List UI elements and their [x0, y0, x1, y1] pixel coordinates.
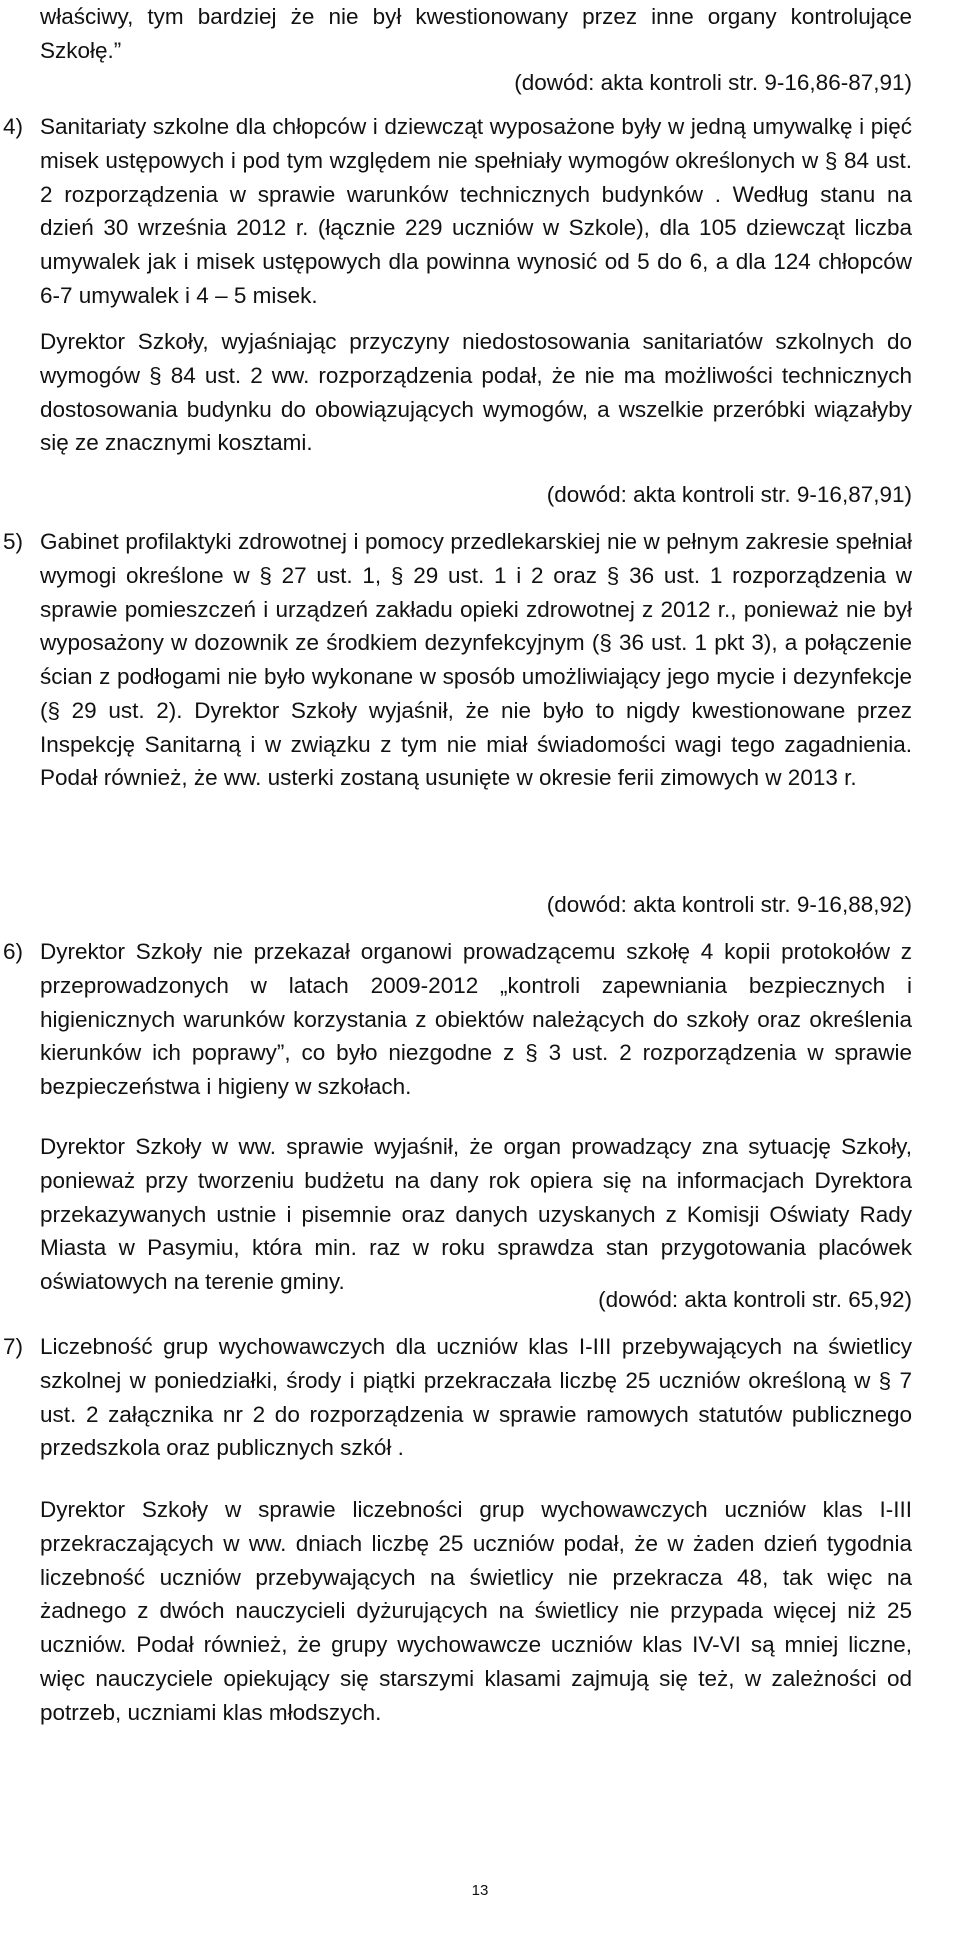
item-6-text: Dyrektor Szkoły nie przekazał organowi prowadzącemu szkołę 4 kopii protokołów z przeprowadzonych w latach 2009-2012 „kontroli zapewniania bezpiecznych i higienicznych warunków korzystania z obiektów należących do szkoły oraz określenia kierunków ich poprawy”, co było niezgodne z § 3 ust. 2 rozporządzenia w sprawie bezpieczeństwa i higieny w szkołach.	[40, 939, 912, 1099]
item-number: 4)	[3, 114, 24, 139]
item-5-text: Gabinet profilaktyki zdrowotnej i pomocy przedlekarskiej nie w pełnym zakresie spełniał wymogi określone w § 27 ust. 1, § 29 ust. 1 i 2 oraz § 36 ust. 1 rozporządzenia w sprawie pomieszczeń i urządzeń zakładu opieki zdrowotnej z 2012 r., ponieważ nie był wyposażony w dozownik ze środkiem dezynfekcyjnym (§ 36 ust. 1 pkt 3), a połączenie ścian z podłogami nie było wykonane w sposób umożliwiający jego mycie i dezynfekcje (§ 29 ust. 2). Dyrektor Szkoły wyjaśnił, że nie było to nigdy kwestionowane przez Inspekcję Sanitarną i w związku z tym nie miał świadomości wagi tego zagadnienia. Podał również, że ww. usterki zostaną usunięte w okresie ferii zimowych w 2013 r.	[40, 529, 912, 791]
intro-paragraph: właściwy, tym bardziej że nie był kwestionowany przez inne organy kontrolujące Szkołę.”	[40, 4, 912, 63]
item-4-explanation: Dyrektor Szkoły, wyjaśniając przyczyny niedostosowania sanitariatów szkolnych do wymogów § 84 ust. 2 ww. rozporządzenia podał, że nie ma możliwości technicznych dostosowania budynku do obowiązujących wymogów, a wszelkie przeróbki wiązałyby się ze znacznymi kosztami.	[40, 329, 912, 456]
item-7-explanation: Dyrektor Szkoły w sprawie liczebności grup wychowawczych uczniów klas I-III przekraczających w ww. dniach liczbę 25 uczniów podał, że w żaden dzień tygodnia liczebność uczniów przebywających na świetlicy nie przekracza 48, tak więc na żadnego z dwóch nauczycieli dyżurujących na świetlicy nie przypada więcej niż 25 uczniów. Podał również, że grupy wychowawcze uczniów klas IV-VI są mniej liczne, więc nauczyciele opiekujący się starszymi klasami zajmują się też, w zależności od potrzeb, uczniami klas młodszych.	[40, 1497, 912, 1725]
page-number: 13	[471, 1882, 489, 1899]
evidence-note: (dowód: akta kontroli str. 65,92)	[598, 1287, 912, 1312]
evidence-note: (dowód: akta kontroli str. 9-16,88,92)	[546, 892, 912, 917]
item-4-text: Sanitariaty szkolne dla chłopców i dziewcząt wyposażone były w jedną umywalkę i pięć misek ustępowych i pod tym względem nie spełniały wymogów określonych w § 84 ust. 2 rozporządzenia w sprawie warunków technicznych budynków . Według stanu na dzień 30 września 2012 r. (łącznie 229 uczniów w Szkole), dla 105 dziewcząt liczba umywalek jak i misek ustępowych dla powinna wynosić od 5 do 6, a dla 124 chłopców 6-7 umywalek i 4 – 5 misek.	[40, 114, 912, 308]
item-number: 5)	[3, 529, 24, 554]
item-number: 6)	[3, 939, 24, 964]
item-6-explanation: Dyrektor Szkoły w ww. sprawie wyjaśnił, że organ prowadzący zna sytuację Szkoły, ponieważ przy tworzeniu budżetu na dany rok opiera się na informacjach Dyrektora przekazywanych ustnie i pisemnie oraz danych uzyskanych z Komisji Oświaty Rady Miasta w Pasymiu, która min. raz w roku sprawdza stan przygotowania placówek oświatowych na terenie gminy.	[40, 1134, 912, 1294]
evidence-note: (dowód: akta kontroli str. 9-16,86-87,91)	[514, 70, 912, 95]
evidence-note: (dowód: akta kontroli str. 9-16,87,91)	[546, 482, 912, 507]
item-7-text: Liczebność grup wychowawczych dla uczniów klas I-III przebywających na świetlicy szkolnej w poniedziałki, środy i piątki przekraczała liczbę 25 uczniów określoną w § 7 ust. 2 załącznika nr 2 do rozporządzenia w sprawie ramowych statutów publicznego przedszkola oraz publicznych szkół .	[40, 1334, 912, 1461]
item-number: 7)	[3, 1334, 24, 1359]
